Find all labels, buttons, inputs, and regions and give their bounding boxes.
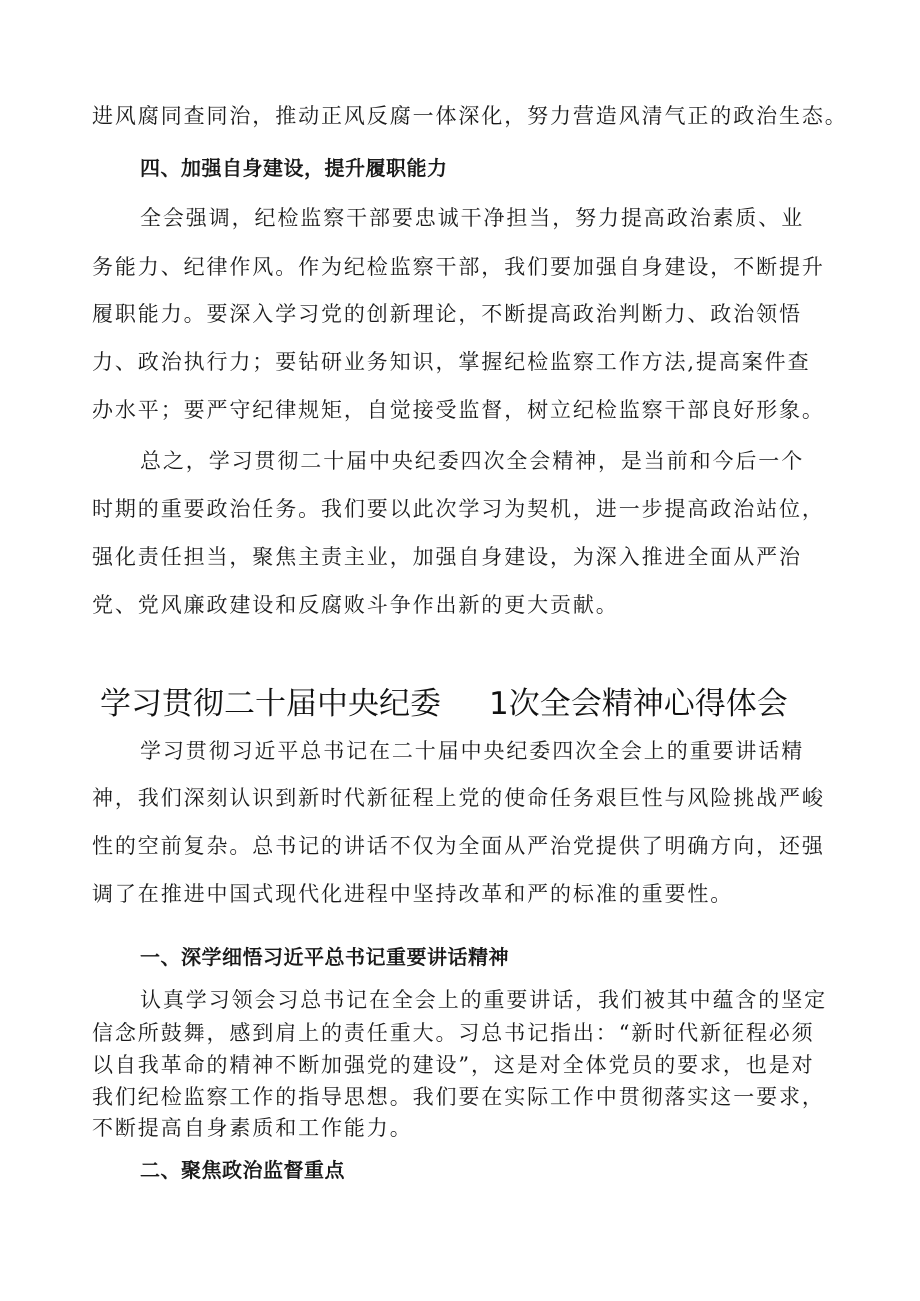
- paragraph-line: 性的空前复杂。总书记的讲话不仅为全面从严治党提供了明确方向，还强: [92, 834, 825, 858]
- paragraph-line: 党、党风廉政建设和反腐败斗争作出新的更大贡献。: [92, 593, 619, 617]
- paragraph-line: 时期的重要政治任务。我们要以此次学习为契机，进一步提高政治站位，: [92, 497, 825, 521]
- section-heading-2: 二、聚焦政治监督重点: [140, 1158, 345, 1182]
- paragraph-line: 信念所鼓舞，感到肩上的责任重大。习总书记指出：“新时代新征程必须: [92, 1021, 815, 1045]
- paragraph-line: 以自我革命的精神不断加强党的建设”，这是对全体党员的要求，也是对: [92, 1053, 815, 1077]
- section-heading-1: 一、深学细悟习近平总书记重要讲话精神: [140, 945, 509, 969]
- paragraph-line: 不断提高自身素质和工作能力。: [92, 1116, 413, 1140]
- document-title-part-2: 1次全会精神心得体会: [489, 686, 788, 722]
- paragraph-line: 全会强调，纪检监察干部要忠诚干净担当，努力提高政治素质、业: [140, 206, 805, 230]
- document-title: [100, 684, 788, 724]
- document-title-part-1: 学习贯彻二十届中央纪委: [100, 686, 441, 722]
- paragraph-line: 力、政治执行力；要钻研业务知识，掌握纪检监察工作方法,提高案件查: [92, 350, 811, 374]
- paragraph-line: 神，我们深刻认识到新时代新征程上党的使命任务艰巨性与风险挑战严峻: [92, 786, 825, 810]
- paragraph-line: 认真学习领会习总书记在全会上的重要讲话，我们被其中蕴含的坚定: [140, 988, 827, 1012]
- section-heading-4: 四、加强自身建设，提升履职能力: [140, 156, 448, 180]
- paragraph-line: 我们纪检监察工作的指导思想。我们要在实际工作中贯彻落实这一要求，: [92, 1085, 825, 1109]
- paragraph-line: 务能力、纪律作风。作为纪检监察干部，我们要加强自身建设，不断提升: [92, 255, 825, 279]
- paragraph-line: 进风腐同查同治，推动正风反腐一体深化，努力营造风清气正的政治生态。: [92, 104, 848, 128]
- paragraph-line: 履职能力。要深入学习党的创新理论，不断提高政治判断力、政治领悟: [92, 302, 802, 326]
- paragraph-line: 学习贯彻习近平总书记在二十届中央纪委四次全会上的重要讲话精: [140, 739, 805, 763]
- paragraph-line: 强化责任担当，聚焦主责主业，加强自身建设，为深入推进全面从严治: [92, 545, 802, 569]
- paragraph-line: 办水平；要严守纪律规矩，自觉接受监督，树立纪检监察干部良好形象。: [92, 398, 825, 422]
- paragraph-line: 调了在推进中国式现代化进程中坚持改革和严的标准的重要性。: [92, 882, 734, 906]
- paragraph-line: 总之，学习贯彻二十届中央纪委四次全会精神，是当前和今后一个: [140, 449, 805, 473]
